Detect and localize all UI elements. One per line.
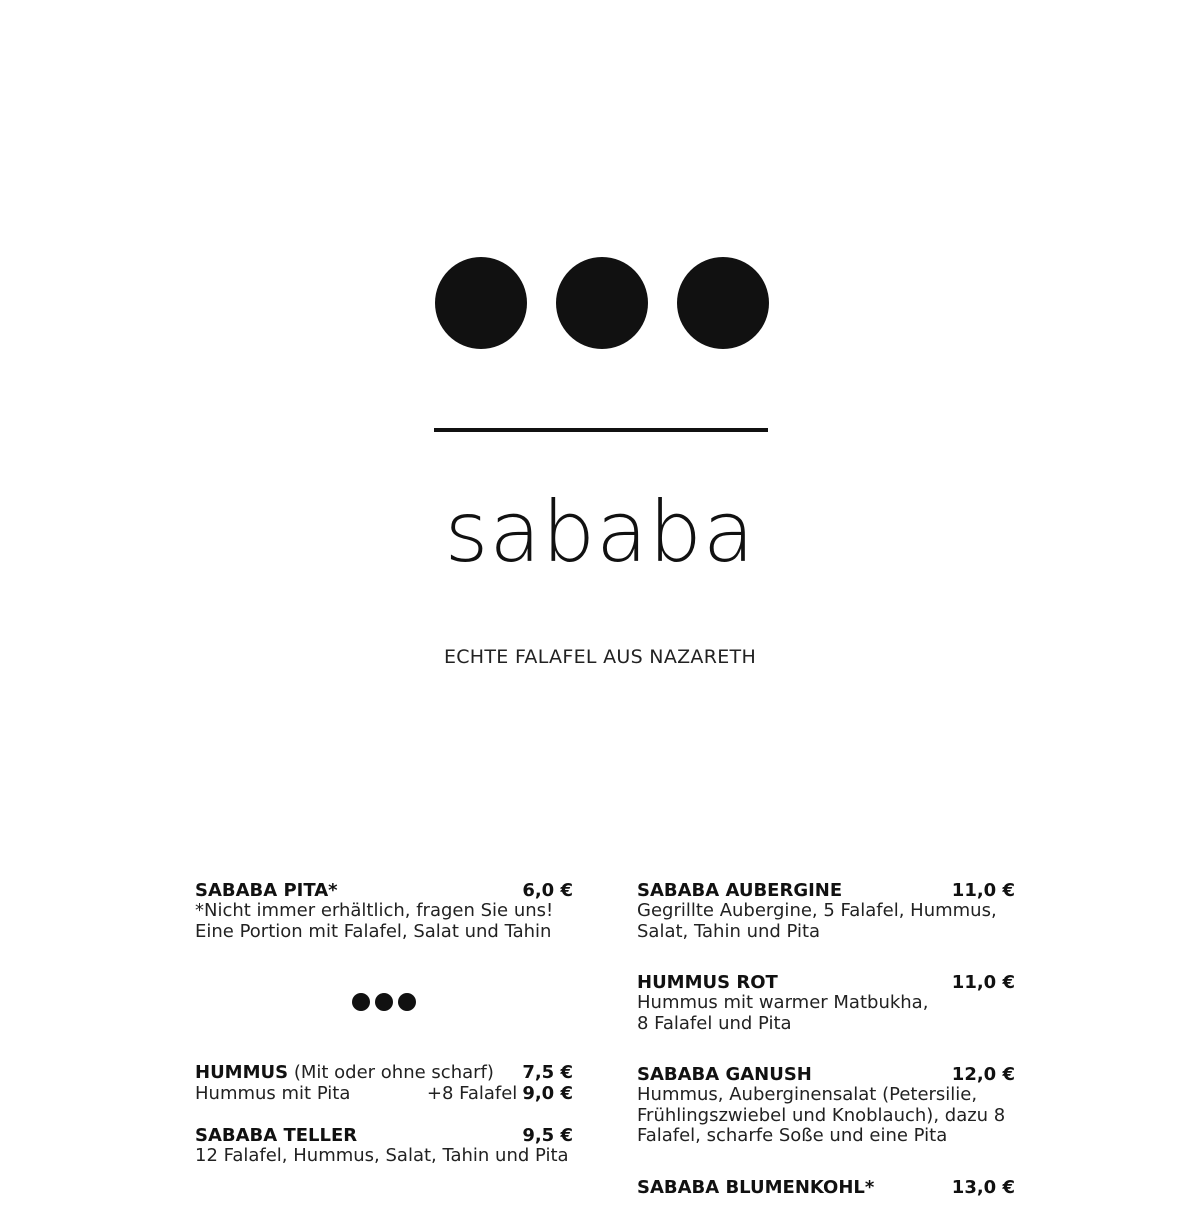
item-description: Hummus, Auberginensalat (Petersilie, [637, 1084, 978, 1105]
item-description: Hummus mit Pita [195, 1083, 351, 1104]
item-price: 6,0 € [522, 880, 573, 901]
item-name: HUMMUS [195, 1062, 289, 1083]
item-price: 13,0 € [951, 1176, 1015, 1198]
item-description: 8 Falafel und Pita [637, 1012, 792, 1034]
menu-item-sababa-teller [195, 1125, 573, 1167]
menu-column-right [637, 880, 1015, 1232]
item-extra-price: 9,0 € [522, 1083, 573, 1104]
menu-column-left [195, 880, 573, 1200]
item-name: SABABA PITA* [195, 880, 338, 901]
tagline: ECHTE FALAFEL AUS NAZARETH [443, 646, 757, 668]
item-description: Frühlingszwiebel und Knoblauch), dazu 8 [637, 1104, 1006, 1126]
item-description: Eine Portion mit Falafel, Salat und Tahin [195, 920, 552, 942]
menu-item-sababa-blumenkohl [637, 1177, 1015, 1198]
menu-item-hummus-rot [637, 972, 1015, 1034]
menu-item-hummus [195, 1062, 573, 1105]
item-name: SABABA GANUSH [637, 1064, 812, 1085]
item-price: 11,0 € [951, 972, 1015, 993]
item-name: SABABA AUBERGINE [637, 880, 843, 901]
item-description: Falafel, scharfe Soße und eine Pita [637, 1125, 948, 1146]
logo-dots [435, 257, 769, 349]
divider-dot-2 [375, 993, 393, 1011]
item-note: *Nicht immer erhältlich, fragen Sie uns! [195, 900, 554, 921]
item-description: Hummus mit warmer Matbukha, [637, 992, 929, 1013]
item-price: 12,0 € [951, 1064, 1015, 1085]
item-extra: +8 Falafel [426, 1083, 518, 1104]
item-description: Gegrillte Aubergine, 5 Falafel, Hummus, [637, 900, 997, 921]
menu-item-sababa-ganush [637, 1064, 1015, 1147]
item-price: 7,5 € [522, 1062, 573, 1083]
logo-dot-1 [435, 257, 527, 349]
item-price: 9,5 € [522, 1124, 573, 1146]
menu-item-sababa-aubergine [637, 880, 1015, 942]
logo-divider [434, 428, 768, 432]
divider-dot-1 [352, 993, 370, 1011]
item-name: SABABA BLUMENKOHL* [637, 1176, 875, 1198]
logo-dot-2 [556, 257, 648, 349]
item-description: 12 Falafel, Hummus, Salat, Tahin und Pita [195, 1144, 569, 1166]
brand-name: sababa [444, 483, 756, 581]
item-name: HUMMUS ROT [637, 972, 778, 993]
item-description: Salat, Tahin und Pita [637, 920, 821, 942]
menu-item-sababa-pita [195, 880, 573, 942]
logo-dot-3 [677, 257, 769, 349]
item-name: SABABA TELLER [195, 1124, 358, 1146]
item-price: 11,0 € [951, 880, 1015, 901]
section-divider-dots [195, 993, 573, 1011]
divider-dot-3 [398, 993, 416, 1011]
item-option-note: (Mit oder ohne scharf) [293, 1062, 494, 1083]
